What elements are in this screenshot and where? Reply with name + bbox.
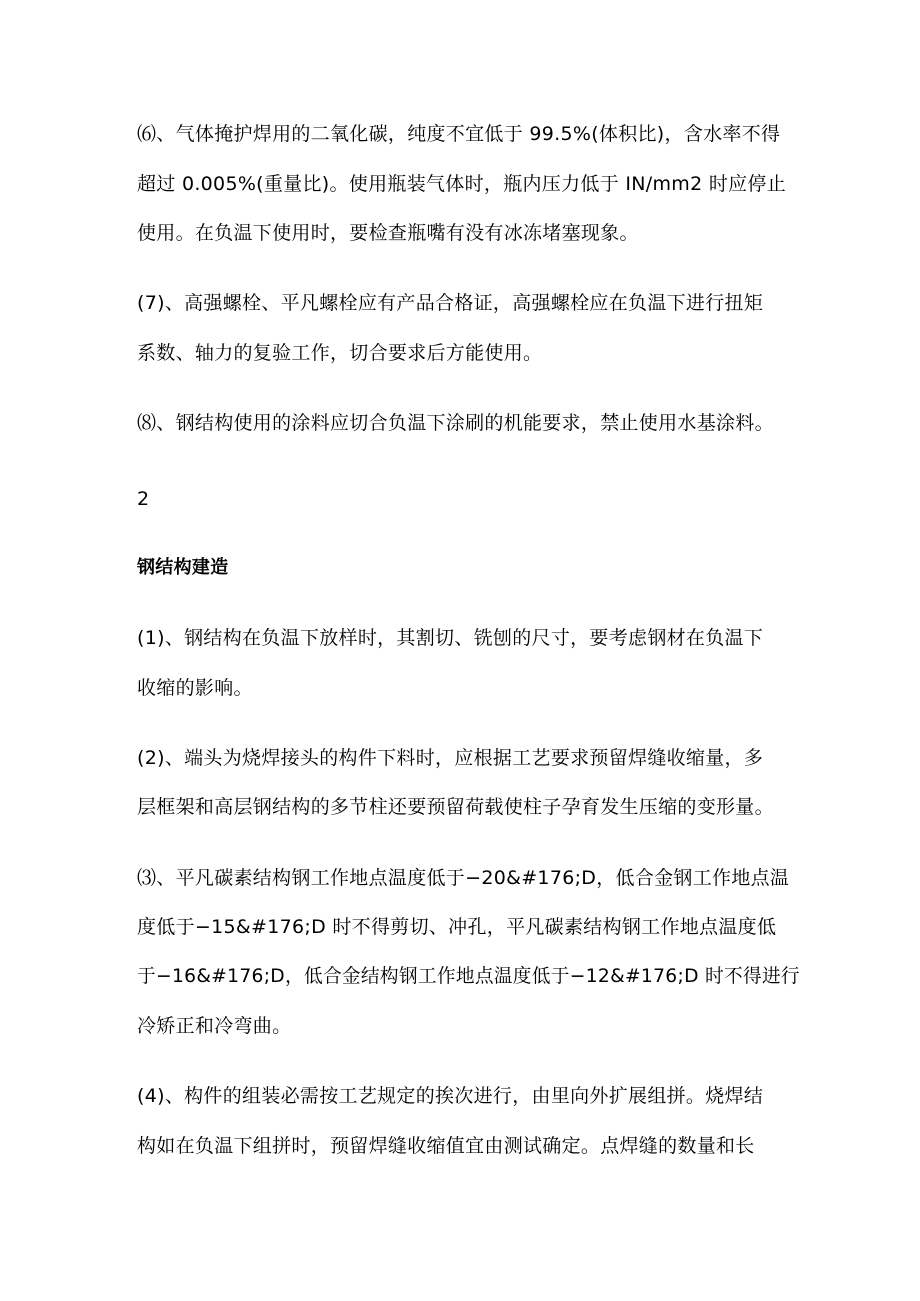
paragraph-6-line-1: ⑹、气体掩护焊用的二氧化碳，纯度不宜低于 99.5%(体积比)，含水率不得 xyxy=(137,123,781,145)
paragraph-8-line-1: ⑻、钢结构使用的涂料应切合负温下涂刷的机能要求，禁止使用水基涂料。 xyxy=(137,412,774,434)
paragraph-7-line-2: 系数、轴力的复验工作，切合要求后方能使用。 xyxy=(137,342,543,364)
paragraph-6-line-3: 使用。在负温下使用时，要检查瓶嘴有没有冰冻堵塞现象。 xyxy=(137,222,639,244)
paragraph-3-line-3: 于−16&#176;D，低合金结构钢工作地点温度低于−12&#176;D 时不得进行 xyxy=(137,965,800,987)
paragraph-1-line-1: (1)、钢结构在负温下放样时，其割切、铣刨的尺寸，要考虑钢材在负温下 xyxy=(137,627,764,649)
paragraph-2-line-1: (2)、端头为烧焊接头的构件下料时，应根据工艺要求预留焊缝收缩量，多 xyxy=(137,747,764,769)
section-number: 2 xyxy=(137,488,150,510)
paragraph-6-line-2: 超过 0.005%(重量比)。使用瓶装气体时，瓶内压力低于 IN/mm2 时应停止 xyxy=(137,173,787,195)
paragraph-3-line-4: 冷矫正和冷弯曲。 xyxy=(137,1015,292,1037)
paragraph-2-line-2: 层框架和高层钢结构的多节柱还要预留荷载使柱子孕育发生压缩的变形量。 xyxy=(137,796,774,818)
paragraph-3-line-1: ⑶、平凡碳素结构钢工作地点温度低于−20&#176;D，低合金钢工作地点温 xyxy=(137,867,790,889)
paragraph-7-line-1: (7)、高强螺栓、平凡螺栓应有产品合格证，高强螺栓应在负温下进行扭矩 xyxy=(137,292,764,314)
section-heading: 钢结构建造 xyxy=(137,557,229,578)
paragraph-1-line-2: 收缩的影响。 xyxy=(137,677,253,699)
paragraph-4-line-2: 构如在负温下组拼时，预留焊缝收缩值宜由测试确定。点焊缝的数量和长 xyxy=(137,1135,755,1157)
paragraph-3-line-2: 度低于−15&#176;D 时不得剪切、冲孔，平凡碳素结构钢工作地点温度低 xyxy=(137,916,777,938)
paragraph-4-line-1: (4)、构件的组装必需按工艺规定的挨次进行，由里向外扩展组拼。烧焊结 xyxy=(137,1085,764,1107)
